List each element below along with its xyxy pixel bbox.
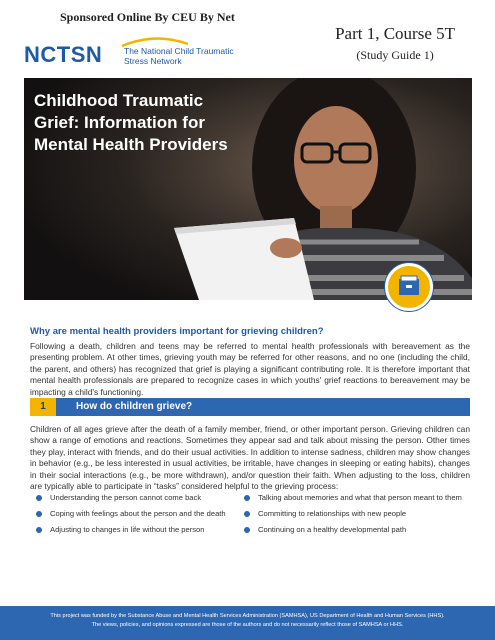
logo-subtitle: The National Child Traumatic Stress Network: [124, 46, 234, 66]
list-item: [36, 522, 236, 538]
bullet-icon: [244, 511, 250, 517]
footer-line-1: This project was funded by the Substance Abuse and Mental Health Services Administration (SAMHSA), US Department of Health and Human Services (HHS).: [50, 613, 445, 619]
list-item: [244, 490, 474, 506]
list-item-text: Talking about memories and what that person meant to them: [258, 493, 462, 502]
bullet-icon: [36, 527, 42, 533]
list-item-text: Committing to relationships with new people: [258, 509, 407, 518]
sponsor-line: Sponsored Online By CEU By Net: [60, 10, 235, 24]
list-item: [244, 522, 474, 538]
list-item: [36, 506, 236, 522]
section-1-bar: [30, 398, 470, 416]
funding-footer: [0, 606, 495, 640]
bullet-icon: [244, 495, 250, 501]
section-1-paragraph: Children of all ages grieve after the death of a family member, friend, or other important person. Grieving children can show a range of emotions and reactions. Sometimes they appear sad and talk about missing the person. Other times they play, interact with friends, and do their usual activities. In addition to intense sadness, children may show changes in behavior (e.g., be less interested in usual activities, be irritable, have changes in sleeping or eating habits), changes in their social interactions (e.g., be more withdrawn), and/or question their faith. When adjusting to the loss, children are typically able to participate in “tasks” considered helpful to the grieving process:: [30, 424, 470, 492]
list-item-text: Continuing on a healthy developmental path: [258, 525, 407, 534]
course-subtitle: (Study Guide 1): [356, 48, 434, 62]
section-number: 1: [30, 398, 56, 416]
bullet-icon: [244, 527, 250, 533]
file-box-icon: [385, 263, 433, 311]
bullet-list-left: [36, 490, 236, 538]
logo-wordmark: NCTSN: [24, 42, 103, 67]
bullet-icon: [36, 511, 42, 517]
list-item-text: Coping with feelings about the person and the death: [50, 509, 226, 518]
list-item-text: Understanding the person cannot come back: [50, 493, 202, 502]
list-item: [244, 506, 474, 522]
nctsn-logo: [24, 36, 234, 76]
intro-heading: Why are mental health providers important for grieving children?: [30, 326, 324, 337]
bullet-icon: [36, 495, 42, 501]
list-item-text: Adjusting to changes in life without the person: [50, 525, 205, 534]
section-title: How do children grieve?: [76, 401, 193, 412]
list-item: [36, 490, 236, 506]
hero-title: Childhood Traumatic Grief: Information for Mental Health Providers: [34, 91, 228, 154]
footer-line-2: The views, policies, and opinions expressed are those of the authors and do not necessarily reflect those of SAMHSA or HHS.: [91, 622, 404, 628]
course-label: [335, 24, 455, 63]
course-title: Part 1, Course 5T: [335, 24, 455, 43]
intro-paragraph: Following a death, children and teens may be referred to mental health professionals with bereavement as the presenting problem. At other times, grieving youth may be referred for other reasons, and no one (including the child, the parent, and others) has recognized that grief is playing a significant contributing role. It is therefore important that mental health professionals are prepared to recognize cases in which youths' grief reactions to bereavement may be impacting a child's functioning.: [30, 341, 470, 397]
bullet-list-right: [244, 490, 474, 538]
